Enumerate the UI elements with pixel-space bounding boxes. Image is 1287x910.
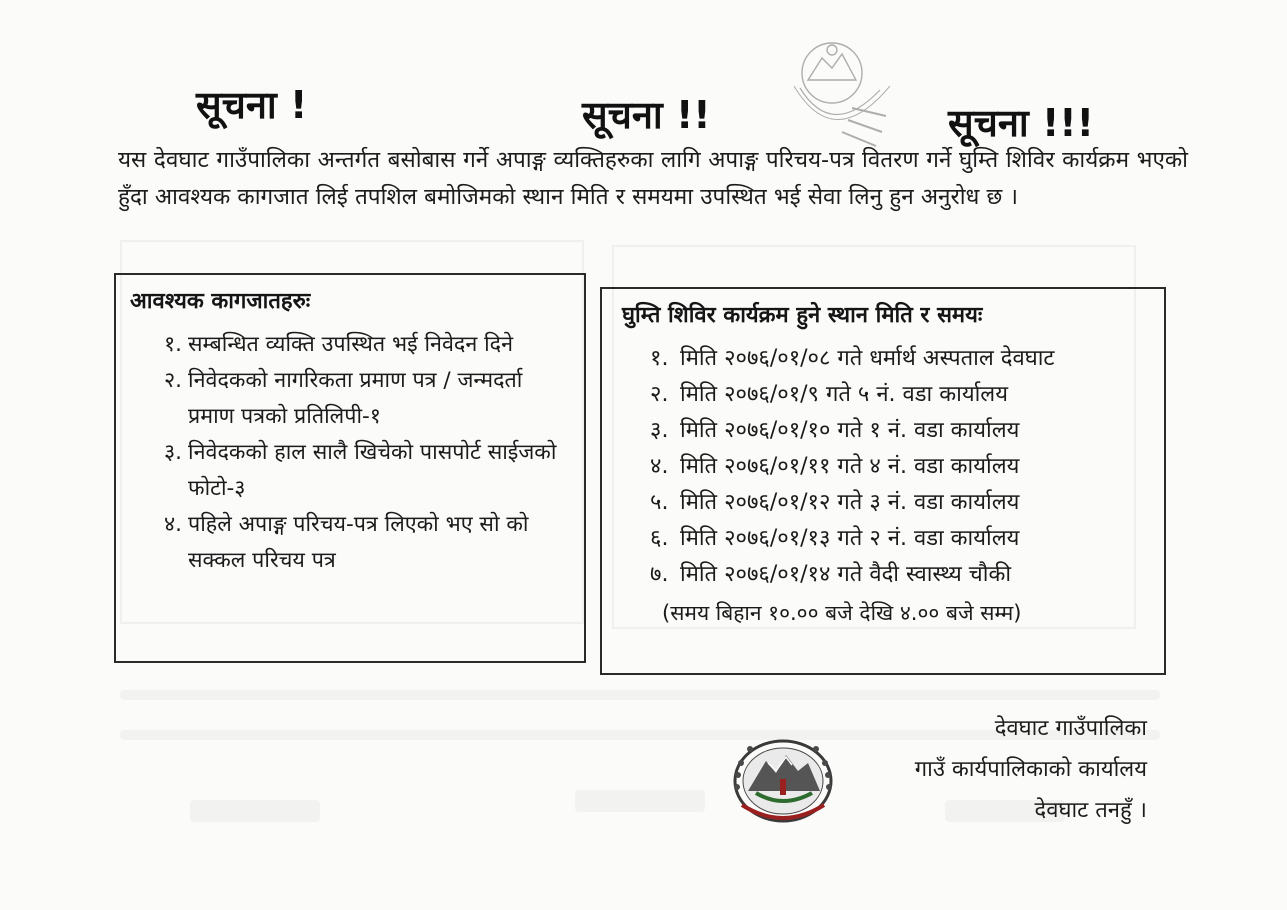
required-documents-title: आवश्यक कागजातहरुः	[130, 289, 311, 314]
signature-line-1: देवघाट गाउँपालिका	[994, 716, 1147, 741]
bleed-through-line	[575, 790, 705, 812]
required-documents-box	[114, 273, 586, 663]
schedule-row-text: मिति २०७६/०१/१२ गते ३ नं. वडा कार्यालय	[680, 490, 1020, 515]
schedule-row	[650, 341, 1144, 377]
list-item	[152, 507, 570, 579]
schedule-row	[650, 557, 1144, 593]
list-item-text: निवेदकको नागरिकता प्रमाण पत्र / जन्मदर्ता प्रमाण पत्रको प्रतिलिपी-१	[188, 368, 523, 429]
camp-schedule-box	[600, 287, 1166, 675]
schedule-row	[650, 413, 1144, 449]
schedule-row-text: मिति २०७६/०१/०८ गते धर्मार्थ अस्पताल देवघाट	[680, 346, 1055, 371]
schedule-row-number: ६.	[650, 526, 669, 551]
signature-line-2: गाउँ कार्यपालिकाको कार्यालय	[914, 757, 1147, 782]
schedule-row	[650, 449, 1144, 485]
signature-line-3: देवघाट तनहुँ ।	[1034, 798, 1147, 823]
notice-heading-1: सूचना !	[196, 83, 308, 127]
schedule-row-text: मिति २०७६/०१/१० गते १ नं. वडा कार्यालय	[680, 418, 1020, 443]
schedule-row	[650, 485, 1144, 521]
camp-schedule-title: घुम्ति शिविर कार्यक्रम हुने स्थान मिति र समयः	[622, 303, 983, 328]
office-stamp	[782, 28, 902, 158]
schedule-row-text: मिति २०७६/०१/१४ गते वैदी स्वास्थ्य चौकी	[680, 562, 1012, 587]
notice-heading-2: सूचना !!	[582, 93, 711, 137]
schedule-row-text: मिति २०७६/०१/११ गते ४ नं. वडा कार्यालय	[680, 454, 1020, 479]
list-item-text: सम्बन्धित व्यक्ति उपस्थित भई निवेदन दिने	[188, 332, 514, 357]
list-item-text: निवेदकको हाल सालै खिचेको पासपोर्ट साईजको फोटो-३	[188, 440, 557, 501]
bleed-through-line	[190, 800, 320, 822]
signature-block	[817, 708, 1147, 831]
list-item-number: ३.	[163, 440, 182, 465]
schedule-row-number: ४.	[650, 454, 669, 479]
schedule-row-number: १.	[650, 346, 669, 371]
schedule-row	[650, 521, 1144, 557]
list-item	[152, 435, 570, 507]
schedule-row-text: मिति २०७६/०१/१३ गते २ नं. वडा कार्यालय	[680, 526, 1020, 551]
list-item	[152, 327, 570, 363]
list-item-number: २.	[163, 368, 182, 393]
camp-time-note: (समय बिहान १०.०० बजे देखि ४.०० बजे सम्म)	[662, 601, 1022, 625]
notice-heading-3: सूचना !!!	[948, 101, 1094, 145]
schedule-row-number: ५.	[650, 490, 669, 515]
schedule-row	[650, 377, 1144, 413]
schedule-row-text: मिति २०७६/०१/९ गते ५ नं. वडा कार्यालय	[680, 382, 1008, 407]
required-documents-list	[130, 327, 570, 579]
schedule-row-number: ३.	[650, 418, 669, 443]
intro-paragraph: यस देवघाट गाउँपालिका अन्तर्गत बसोबास गर्ने अपाङ्ग व्यक्तिहरुका लागि अपाङ्ग परिचय-पत्र वितरण गर्ने घुम्ति शिविर कार्यक्रम भएको हुँदा आवश्यक कागजात लिई तपशिल बमोजिमको स्थान मिति र समयमा उपस्थित भई सेवा लिनु हुन अनुरोध छ ।	[118, 147, 1188, 210]
schedule-row-number: २.	[650, 382, 669, 407]
list-item-text: पहिले अपाङ्ग परिचय-पत्र लिएको भए सो को सक्कल परिचय पत्र	[188, 512, 529, 573]
camp-schedule-list	[622, 341, 1144, 593]
list-item-number: १.	[163, 332, 182, 357]
schedule-row-number: ७.	[650, 562, 669, 587]
bleed-through-line	[120, 690, 1160, 700]
list-item	[152, 363, 570, 435]
list-item-number: ४.	[163, 512, 182, 537]
